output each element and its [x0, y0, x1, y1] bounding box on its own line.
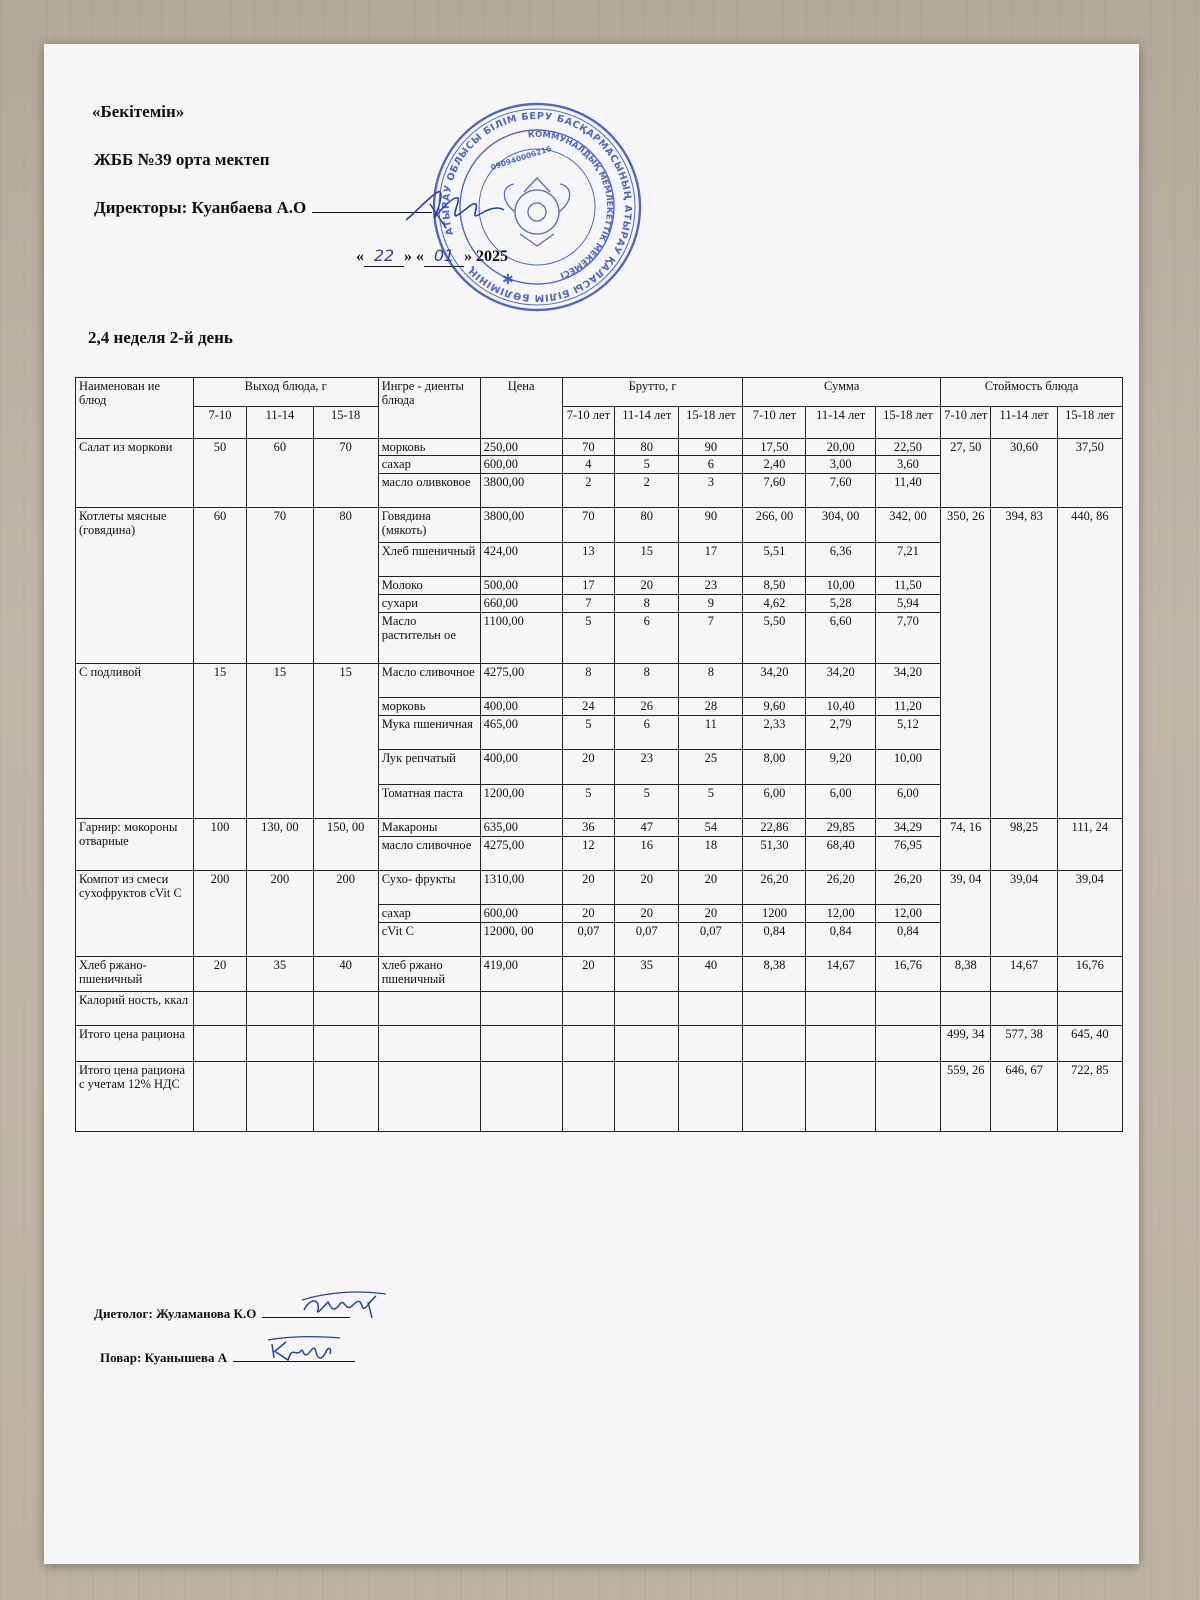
director-label: Директоры: Куанбаева А.О — [94, 198, 307, 217]
director-line — [94, 198, 432, 218]
dish-output: 80 — [313, 508, 378, 664]
dish-name: Салат из моркови — [76, 439, 194, 508]
col-cost-age3: 15-18 лет — [1057, 407, 1122, 439]
stamp-bin: 090940006216 — [489, 143, 553, 173]
dish-output: 35 — [247, 957, 313, 992]
col-brutto: Брутто, г — [562, 378, 743, 407]
ingredient-sum: 12,00 — [806, 905, 875, 923]
ingredient-sum: 34,20 — [806, 664, 875, 698]
empty-cell — [806, 1062, 875, 1132]
empty-cell — [615, 992, 679, 1026]
col-sum-age3: 15-18 лет — [875, 407, 940, 439]
ingredient-sum: 9,20 — [806, 750, 875, 785]
empty-cell — [806, 992, 875, 1026]
ingredient-brutto: 2 — [615, 474, 679, 508]
dish-cost: 350, 26 — [941, 508, 991, 819]
calorie-row — [76, 992, 1123, 1026]
empty-cell — [875, 992, 940, 1026]
ingredient-sum: 6,00 — [875, 785, 940, 819]
empty-cell — [743, 1062, 806, 1132]
ingredient-price: 12000, 00 — [480, 923, 562, 957]
col-brutto-age3: 15-18 лет — [679, 407, 743, 439]
ingredient-brutto: 26 — [615, 698, 679, 716]
approval-heading: «Бекітемін» — [92, 102, 185, 121]
ingredient-brutto: 90 — [679, 439, 743, 456]
dish-cost: 8,38 — [941, 957, 991, 992]
ingredient-name: сахар — [378, 905, 480, 923]
ingredient-brutto: 5 — [562, 613, 615, 664]
ingredient-brutto: 9 — [679, 595, 743, 613]
empty-cell — [378, 1062, 480, 1132]
ingredient-brutto: 70 — [562, 439, 615, 456]
ingredient-sum: 7,70 — [875, 613, 940, 664]
empty-cell — [313, 1062, 378, 1132]
calorie-row-value — [991, 992, 1057, 1026]
ingredient-sum: 0,84 — [806, 923, 875, 957]
ingredient-sum: 6,00 — [806, 785, 875, 819]
ingredient-brutto: 5 — [615, 456, 679, 474]
ingredient-price: 635,00 — [480, 819, 562, 837]
ingredient-name: морковь — [378, 439, 480, 456]
col-price: Цена — [480, 378, 562, 439]
ingredient-brutto: 0,07 — [679, 923, 743, 957]
empty-cell — [679, 992, 743, 1026]
dish-name: Хлеб ржано-пшеничный — [76, 957, 194, 992]
ingredient-brutto: 5 — [562, 785, 615, 819]
ingredient-sum: 2,79 — [806, 716, 875, 750]
cook-label: Повар: Куанышева А — [100, 1350, 228, 1365]
ingredient-sum: 5,50 — [743, 613, 806, 664]
empty-cell — [875, 1062, 940, 1132]
total-row — [76, 1026, 1123, 1062]
menu-table-body — [76, 439, 1123, 1132]
empty-cell — [313, 1026, 378, 1062]
empty-cell — [480, 992, 562, 1026]
ingredient-sum: 29,85 — [806, 819, 875, 837]
stamp-inner-text: КОММУНАЛДЫҚ МЕМЛЕКЕТТІК МЕКЕМЕСІ — [527, 128, 616, 281]
date-day: 22 — [373, 246, 395, 265]
ingredient-sum: 7,60 — [743, 474, 806, 508]
ingredient-sum: 266, 00 — [743, 508, 806, 543]
ingredient-price: 4275,00 — [480, 837, 562, 871]
date-month: 01 — [433, 246, 455, 265]
dish-cost: 111, 24 — [1057, 819, 1122, 871]
ingredient-brutto: 20 — [562, 905, 615, 923]
ingredient-sum: 0,84 — [743, 923, 806, 957]
ingredient-sum: 1200 — [743, 905, 806, 923]
dish-output: 50 — [193, 439, 247, 508]
calorie-row-label: Калорий ность, ккал — [76, 992, 194, 1026]
dish-output: 200 — [247, 871, 313, 957]
ingredient-price: 660,00 — [480, 595, 562, 613]
ingredient-sum: 68,40 — [806, 837, 875, 871]
ingredient-price: 400,00 — [480, 698, 562, 716]
ingredient-name: масло оливковое — [378, 474, 480, 508]
col-name: Наименован ие блюд — [76, 378, 194, 439]
ingredient-brutto: 80 — [615, 439, 679, 456]
ingredient-brutto: 20 — [679, 905, 743, 923]
ingredient-brutto: 54 — [679, 819, 743, 837]
ingredient-sum: 304, 00 — [806, 508, 875, 543]
empty-cell — [743, 1026, 806, 1062]
ingredient-brutto: 24 — [562, 698, 615, 716]
ingredient-name: Молоко — [378, 577, 480, 595]
ingredient-sum: 26,20 — [743, 871, 806, 905]
ingredient-sum: 16,76 — [875, 957, 940, 992]
total-row-value: 645, 40 — [1057, 1026, 1122, 1062]
ingredient-brutto: 90 — [679, 508, 743, 543]
ingredient-sum: 11,40 — [875, 474, 940, 508]
total-vat-row-value: 559, 26 — [941, 1062, 991, 1132]
ingredient-sum: 26,20 — [806, 871, 875, 905]
ingredient-brutto: 8 — [615, 664, 679, 698]
ingredient-brutto: 47 — [615, 819, 679, 837]
ingredient-brutto: 36 — [562, 819, 615, 837]
col-cost-age2: 11-14 лет — [991, 407, 1057, 439]
col-output-age1: 7-10 — [193, 407, 247, 439]
dish-output: 20 — [193, 957, 247, 992]
dish-cost: 98,25 — [991, 819, 1057, 871]
total-row-value: 499, 34 — [941, 1026, 991, 1062]
ingredient-price: 465,00 — [480, 716, 562, 750]
ingredient-price: 600,00 — [480, 905, 562, 923]
ingredient-brutto: 5 — [615, 785, 679, 819]
dish-cost: 440, 86 — [1057, 508, 1122, 819]
ingredient-brutto: 5 — [679, 785, 743, 819]
ingredient-name: морковь — [378, 698, 480, 716]
ingredient-sum: 2,40 — [743, 456, 806, 474]
empty-cell — [743, 992, 806, 1026]
ingredient-name: Мука пшеничная — [378, 716, 480, 750]
ingredient-sum: 7,21 — [875, 543, 940, 577]
ingredient-brutto: 7 — [679, 613, 743, 664]
ingredient-sum: 10,00 — [806, 577, 875, 595]
cook-signature — [266, 1334, 346, 1366]
ingredient-price: 250,00 — [480, 439, 562, 456]
official-stamp — [430, 100, 644, 314]
ingredient-sum: 342, 00 — [875, 508, 940, 543]
empty-cell — [193, 1026, 247, 1062]
stamp-star-icon: ✱ — [502, 272, 514, 288]
table-row — [76, 871, 1123, 905]
col-brutto-age2: 11-14 лет — [615, 407, 679, 439]
empty-cell — [378, 1026, 480, 1062]
dietolog-signature — [298, 1288, 392, 1322]
dish-output: 70 — [313, 439, 378, 508]
dish-cost: 394, 83 — [991, 508, 1057, 819]
ingredient-sum: 5,28 — [806, 595, 875, 613]
empty-cell — [313, 992, 378, 1026]
empty-cell — [193, 1062, 247, 1132]
dish-output: 15 — [313, 664, 378, 819]
ingredient-brutto: 6 — [679, 456, 743, 474]
ingredient-sum: 22,50 — [875, 439, 940, 456]
ingredient-brutto: 8 — [679, 664, 743, 698]
ingredient-brutto: 15 — [615, 543, 679, 577]
ingredient-brutto: 23 — [615, 750, 679, 785]
dish-output: 150, 00 — [313, 819, 378, 871]
dish-cost: 30,60 — [991, 439, 1057, 508]
empty-cell — [562, 1062, 615, 1132]
ingredient-sum: 11,50 — [875, 577, 940, 595]
ingredient-brutto: 40 — [679, 957, 743, 992]
ingredient-name: Лук репчатый — [378, 750, 480, 785]
ingredient-sum: 34,29 — [875, 819, 940, 837]
total-vat-row-value: 722, 85 — [1057, 1062, 1122, 1132]
empty-cell — [378, 992, 480, 1026]
ingredient-brutto: 16 — [615, 837, 679, 871]
empty-cell — [615, 1026, 679, 1062]
ingredient-brutto: 6 — [615, 716, 679, 750]
ingredient-brutto: 20 — [615, 905, 679, 923]
ingredient-sum: 17,50 — [743, 439, 806, 456]
ingredient-brutto: 12 — [562, 837, 615, 871]
ingredient-name: сVit С — [378, 923, 480, 957]
ingredient-brutto: 23 — [679, 577, 743, 595]
ingredient-brutto: 0,07 — [562, 923, 615, 957]
ingredient-brutto: 2 — [562, 474, 615, 508]
date-open: « — [356, 248, 364, 265]
ingredient-sum: 6,00 — [743, 785, 806, 819]
ingredient-sum: 20,00 — [806, 439, 875, 456]
ingredient-price: 3800,00 — [480, 508, 562, 543]
ingredient-price: 4275,00 — [480, 664, 562, 698]
dish-cost: 37,50 — [1057, 439, 1122, 508]
ingredient-name: масло сливочное — [378, 837, 480, 871]
ingredient-brutto: 20 — [615, 577, 679, 595]
ingredient-price: 424,00 — [480, 543, 562, 577]
calorie-row-value — [941, 992, 991, 1026]
ingredient-brutto: 3 — [679, 474, 743, 508]
dish-output: 40 — [313, 957, 378, 992]
ingredient-name: хлеб ржано пшеничный — [378, 957, 480, 992]
dish-name: Компот из смеси сухофруктов сVit С — [76, 871, 194, 957]
dish-output: 60 — [247, 439, 313, 508]
school-name: ЖББ №39 орта мектеп — [94, 150, 270, 169]
dish-cost: 14,67 — [991, 957, 1057, 992]
date-mid: » « — [404, 248, 424, 265]
ingredient-brutto: 20 — [679, 871, 743, 905]
ingredient-name: сахар — [378, 456, 480, 474]
col-output-age3: 15-18 — [313, 407, 378, 439]
ingredient-sum: 8,38 — [743, 957, 806, 992]
dish-output: 15 — [247, 664, 313, 819]
ingredient-sum: 6,60 — [806, 613, 875, 664]
ingredient-sum: 14,67 — [806, 957, 875, 992]
ingredient-sum: 9,60 — [743, 698, 806, 716]
col-sum-age1: 7-10 лет — [743, 407, 806, 439]
ingredient-price: 400,00 — [480, 750, 562, 785]
ingredient-brutto: 80 — [615, 508, 679, 543]
total-row-label: Итого цена рациона — [76, 1026, 194, 1062]
table-row — [76, 439, 1123, 456]
total-vat-row-label: Итого цена рациона с учетам 12% НДС — [76, 1062, 194, 1132]
dish-name: Котлеты мясные (говядина) — [76, 508, 194, 664]
ingredient-name: Макароны — [378, 819, 480, 837]
ingredient-sum: 3,60 — [875, 456, 940, 474]
ingredient-sum: 2,33 — [743, 716, 806, 750]
empty-cell — [247, 992, 313, 1026]
ingredient-price: 500,00 — [480, 577, 562, 595]
table-row — [76, 819, 1123, 837]
ingredient-brutto: 28 — [679, 698, 743, 716]
empty-cell — [247, 1062, 313, 1132]
ingredient-sum: 76,95 — [875, 837, 940, 871]
ingredient-sum: 6,36 — [806, 543, 875, 577]
ingredient-sum: 8,50 — [743, 577, 806, 595]
ingredient-name: Масло сливочное — [378, 664, 480, 698]
ingredient-sum: 0,84 — [875, 923, 940, 957]
col-sum-age2: 11-14 лет — [806, 407, 875, 439]
ingredient-sum: 5,94 — [875, 595, 940, 613]
ingredient-brutto: 70 — [562, 508, 615, 543]
ingredient-brutto: 20 — [562, 957, 615, 992]
ingredient-name: Говядина (мякоть) — [378, 508, 480, 543]
dish-cost: 16,76 — [1057, 957, 1122, 992]
col-ingredients: Ингре - диенты блюда — [378, 378, 480, 439]
week-day-title: 2,4 неделя 2-й день — [88, 328, 233, 347]
empty-cell — [480, 1062, 562, 1132]
dish-cost: 74, 16 — [941, 819, 991, 871]
ingredient-name: Хлеб пшеничный — [378, 543, 480, 577]
col-output-age2: 11-14 — [247, 407, 313, 439]
ingredient-sum: 8,00 — [743, 750, 806, 785]
dish-name: Гарнир: мокороны отварные — [76, 819, 194, 871]
ingredient-name: сухари — [378, 595, 480, 613]
ingredient-price: 1200,00 — [480, 785, 562, 819]
ingredient-brutto: 20 — [562, 750, 615, 785]
ingredient-brutto: 13 — [562, 543, 615, 577]
ingredient-brutto: 35 — [615, 957, 679, 992]
ingredient-name: Масло растительн ое — [378, 613, 480, 664]
ingredient-brutto: 11 — [679, 716, 743, 750]
dish-output: 200 — [193, 871, 247, 957]
empty-cell — [193, 992, 247, 1026]
dish-cost: 39, 04 — [941, 871, 991, 957]
ingredient-price: 1310,00 — [480, 871, 562, 905]
ingredient-brutto: 25 — [679, 750, 743, 785]
dish-cost: 39,04 — [991, 871, 1057, 957]
calorie-row-value — [1057, 992, 1122, 1026]
ingredient-name: Томатная паста — [378, 785, 480, 819]
empty-cell — [679, 1062, 743, 1132]
ingredient-price: 1100,00 — [480, 613, 562, 664]
col-sum: Сумма — [743, 378, 941, 407]
menu-table — [75, 377, 1123, 1132]
ingredient-brutto: 0,07 — [615, 923, 679, 957]
empty-cell — [480, 1026, 562, 1062]
total-row-value: 577, 38 — [991, 1026, 1057, 1062]
dish-output: 60 — [193, 508, 247, 664]
ingredient-brutto: 17 — [562, 577, 615, 595]
dish-output: 100 — [193, 819, 247, 871]
ingredient-sum: 3,00 — [806, 456, 875, 474]
ingredient-sum: 22,86 — [743, 819, 806, 837]
ingredient-price: 3800,00 — [480, 474, 562, 508]
menu-sheet — [44, 44, 1139, 1564]
empty-cell — [562, 992, 615, 1026]
total-vat-row — [76, 1062, 1123, 1132]
ingredient-sum: 12,00 — [875, 905, 940, 923]
ingredient-sum: 5,12 — [875, 716, 940, 750]
ingredient-brutto: 20 — [562, 871, 615, 905]
ingredient-price: 600,00 — [480, 456, 562, 474]
ingredient-name: Сухо- фрукты — [378, 871, 480, 905]
ingredient-brutto: 20 — [615, 871, 679, 905]
emblem-icon — [504, 178, 569, 246]
ingredient-brutto: 6 — [615, 613, 679, 664]
ingredient-brutto: 17 — [679, 543, 743, 577]
empty-cell — [562, 1026, 615, 1062]
ingredient-sum: 34,20 — [875, 664, 940, 698]
ingredient-sum: 10,00 — [875, 750, 940, 785]
col-cost: Стоймость блюда — [941, 378, 1123, 407]
ingredient-sum: 34,20 — [743, 664, 806, 698]
ingredient-brutto: 7 — [562, 595, 615, 613]
empty-cell — [615, 1062, 679, 1132]
empty-cell — [806, 1026, 875, 1062]
dish-output: 130, 00 — [247, 819, 313, 871]
total-vat-row-value: 646, 67 — [991, 1062, 1057, 1132]
ingredient-brutto: 4 — [562, 456, 615, 474]
dish-cost: 39,04 — [1057, 871, 1122, 957]
dish-name: С подливой — [76, 664, 194, 819]
dish-output: 15 — [193, 664, 247, 819]
date-close: » 2025 — [464, 248, 508, 265]
ingredient-brutto: 8 — [562, 664, 615, 698]
ingredient-sum: 11,20 — [875, 698, 940, 716]
table-row — [76, 957, 1123, 992]
dish-output: 70 — [247, 508, 313, 664]
col-brutto-age1: 7-10 лет — [562, 407, 615, 439]
empty-cell — [679, 1026, 743, 1062]
ingredient-sum: 26,20 — [875, 871, 940, 905]
table-row — [76, 508, 1123, 543]
ingredient-sum: 10,40 — [806, 698, 875, 716]
dish-output: 200 — [313, 871, 378, 957]
ingredient-brutto: 8 — [615, 595, 679, 613]
ingredient-price: 419,00 — [480, 957, 562, 992]
ingredient-brutto: 5 — [562, 716, 615, 750]
col-output: Выход блюда, г — [193, 378, 378, 407]
dietolog-label: Диетолог: Жуламанова К.О — [94, 1306, 257, 1321]
dish-cost: 27, 50 — [941, 439, 991, 508]
ingredient-sum: 51,30 — [743, 837, 806, 871]
ingredient-sum: 5,51 — [743, 543, 806, 577]
col-cost-age1: 7-10 лет — [941, 407, 991, 439]
ingredient-brutto: 18 — [679, 837, 743, 871]
ingredient-sum: 7,60 — [806, 474, 875, 508]
empty-cell — [247, 1026, 313, 1062]
empty-cell — [875, 1026, 940, 1062]
ingredient-sum: 4,62 — [743, 595, 806, 613]
stamp-outer-text: АТЫРАУ ОБЛЫСЫ БІЛІМ БЕРУ БАСҚАРМАСЫНЫҢ АТЫРАУ ҚАЛАСЫ БІЛІМ БӨЛІМІНІҢ — [440, 110, 634, 304]
